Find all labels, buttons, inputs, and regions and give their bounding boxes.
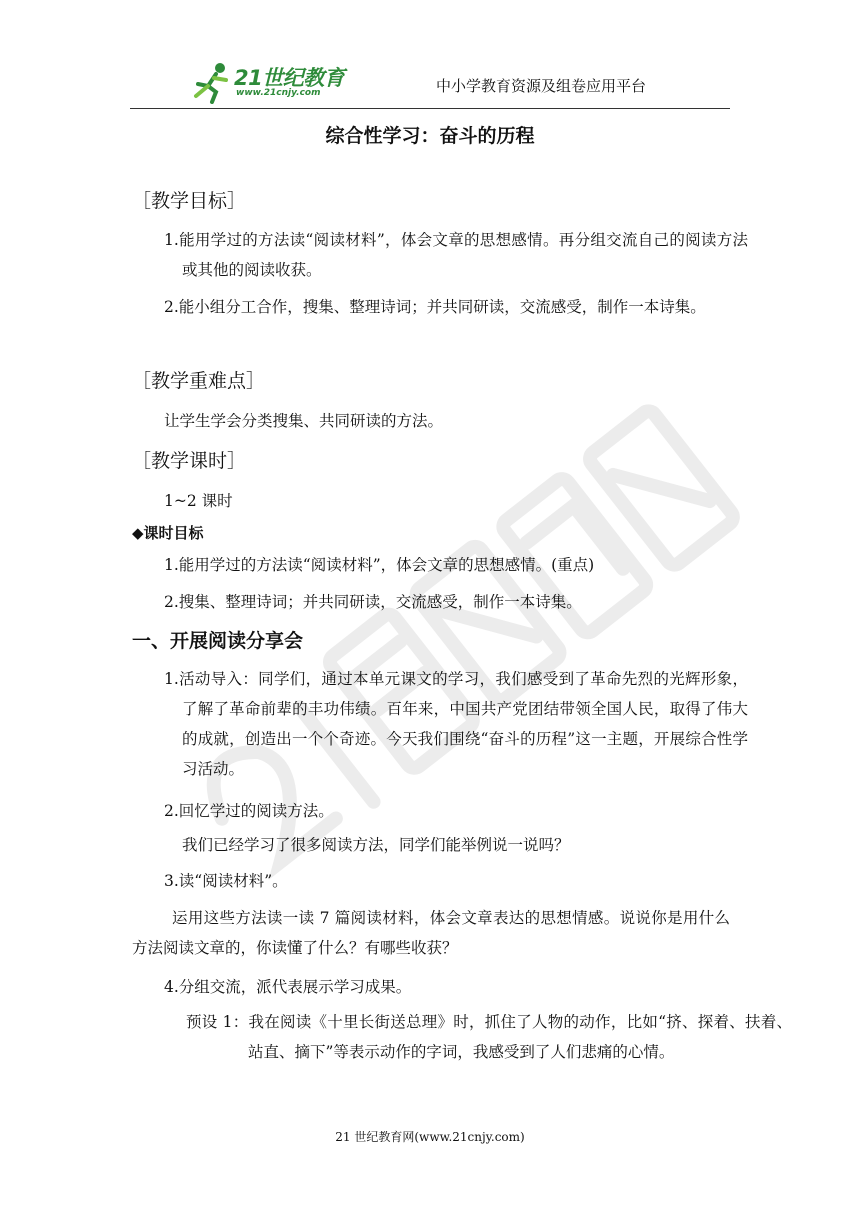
periods-text: 1~2 课时 [164, 492, 233, 510]
page-footer: 21 世纪教育网(www.21cnjy.com) [335, 1130, 525, 1144]
goal-item-1: 1.能用学过的方法读“阅读材料”，体会文章的思想感情。再分组交流自己的阅读方法或其他的阅读收获。 [164, 231, 748, 279]
recall-methods: 2.回忆学过的阅读方法。 [164, 802, 334, 820]
read-materials: 3.读“阅读材料”。 [164, 872, 288, 890]
recall-methods-detail: 我们已经学习了很多阅读方法，同学们能举例说一说吗？ [182, 836, 570, 854]
platform-name: 中小学教育资源及组卷应用平台 [436, 77, 647, 95]
section-heading-key-points: ［教学重难点］ [132, 370, 266, 392]
goal-item-2: 2.能小组分工合作，搜集、整理诗词；并共同研读，交流感受，制作一本诗集。 [164, 298, 706, 316]
activity-intro: 1.活动导入：同学们，通过本单元课文的学习，我们感受到了革命先烈的光辉形象，了解了革命前辈的丰功伟绩。百年来，中国共产党团结带领全国人民，取得了伟大的成就，创造出一个个奇迹。今天我们围绕“奋斗的历程”这一主题，开展综合性学习活动。 [164, 670, 748, 778]
logo-url: www.21cnjy.com [236, 88, 321, 98]
period-goals-heading: ◆课时目标 [132, 524, 204, 542]
runner-logo-icon [190, 60, 234, 104]
section-heading-goals: ［教学目标］ [132, 190, 247, 212]
preset-1: 预设 1：我在阅读《十里长街送总理》时，抓住了人物的动作，比如“挤、探着、扶着、站直、摘下”等表示动作的字词，我感受到了人们悲痛的心情。 [186, 1013, 792, 1061]
part-one-heading: 一、开展阅读分享会 [132, 630, 304, 652]
key-points-text: 让学生学会分类搜集、共同研读的方法。 [164, 412, 444, 430]
logo-wordmark: 21世纪教育 [234, 66, 345, 90]
header-divider [130, 108, 730, 109]
document-title: 综合性学习：奋斗的历程 [325, 125, 535, 147]
brand-logo [190, 60, 380, 104]
period-goal-item-2: 2.搜集、整理诗词；并共同研读，交流感受，制作一本诗集。 [164, 593, 582, 611]
read-materials-detail: 运用这些方法读一读 7 篇阅读材料，体会文章表达的思想情感。说说你是用什么方法阅读文章的，你读懂了什么？有哪些收获？ [132, 909, 730, 957]
page-header [130, 56, 730, 108]
section-heading-periods: ［教学课时］ [132, 450, 247, 472]
group-exchange: 4.分组交流，派代表展示学习成果。 [164, 978, 412, 996]
period-goal-item-1: 1.能用学过的方法读“阅读材料”，体会文章的思想感情。(重点) [164, 556, 595, 574]
